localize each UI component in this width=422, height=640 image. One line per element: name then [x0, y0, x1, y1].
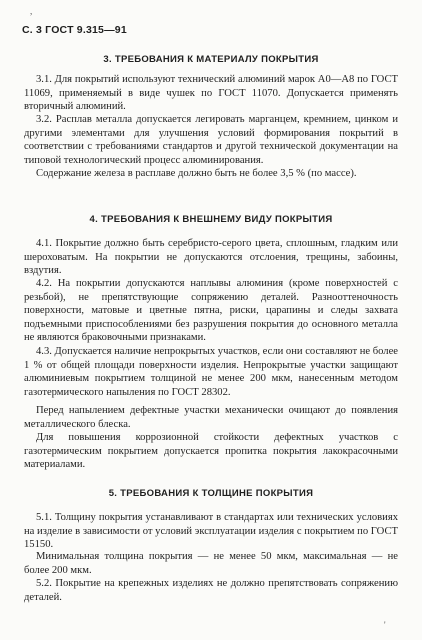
paragraph-4-1: 4.1. Покрытие должно быть серебристо-серого цвета, сплошным, гладким или шероховатым. На покрытии не допускаются отслоения, трещины, забоины, вздутия.	[24, 238, 398, 277]
scan-mark: ,	[30, 6, 33, 16]
paragraph-4-2: 4.2. На покрытии допускаются наплывы алюминия (кроме поверхностей с резьбой), не препятствующие сопряжению деталей. Разнооттеночность поверхности, матовые и цветные пятна, риски, царапины и следы захвата подъемными приспособлениями без разрушения покрытия до основного металла не являются браковочными признаками.	[24, 278, 398, 344]
section-5-heading: 5. ТРЕБОВАНИЯ К ТОЛЩИНЕ ПОКРЫТИЯ	[108, 488, 314, 499]
paragraph-5-1: 5.1. Толщину покрытия устанавливают в стандартах или технических условиях на изделие в зависимости от условий эксплуатации изделия с покрытием по ГОСТ 15150.	[24, 512, 398, 551]
paragraph-4-impregnation: Для повышения коррозионной стойкости дефектных участков с газотермическим покрытием допускается пропитка покрытия лакокрасочными материалами.	[24, 432, 398, 471]
section-3-heading: 3. ТРЕБОВАНИЯ К МАТЕРИАЛУ ПОКРЫТИЯ	[103, 54, 319, 65]
page-header: С. 3 ГОСТ 9.315—91	[22, 24, 127, 36]
paragraph-3-2: 3.2. Расплав металла допускается легировать марганцем, кремнием, цинком и другими элементами для улучшения условий формирования покрытий в соответствии с требованиями стандартов и другой технической документации на типовой технологический процесс алюминирования.	[24, 114, 398, 166]
paragraph-4-spraying: Перед напылением дефектные участки механически очищают до появления металлического блеска.	[24, 405, 398, 430]
paragraph-3-iron: Содержание железа в расплаве должно быть не более 3,5 % (по массе).	[36, 168, 357, 179]
paragraph-4-3: 4.3. Допускается наличие непрокрытых участков, если они составляют не более 1 % от общей площади поверхности изделия. Непрокрытые участки защищают алюминиевым покрытием толщиной не менее 200 мкм, нанесенным методом газотермического напыления по ГОСТ 28302.	[24, 346, 398, 398]
section-4-heading: 4. ТРЕБОВАНИЯ К ВНЕШНЕМУ ВИДУ ПОКРЫТИЯ	[89, 214, 333, 225]
paragraph-3-1: 3.1. Для покрытий используют технический алюминий марок А0—А8 по ГОСТ 11069, применяемый в виде чушек по ГОСТ 11070. Допускается применять вторичный алюминий.	[24, 74, 398, 113]
paragraph-5-thickness: Минимальная толщина покрытия — не менее 50 мкм, максимальная — не более 200 мкм.	[24, 551, 398, 576]
scan-mark: '	[384, 620, 386, 630]
paragraph-5-2: 5.2. Покрытие на крепежных изделиях не должно препятствовать сопряжению деталей.	[24, 578, 398, 603]
